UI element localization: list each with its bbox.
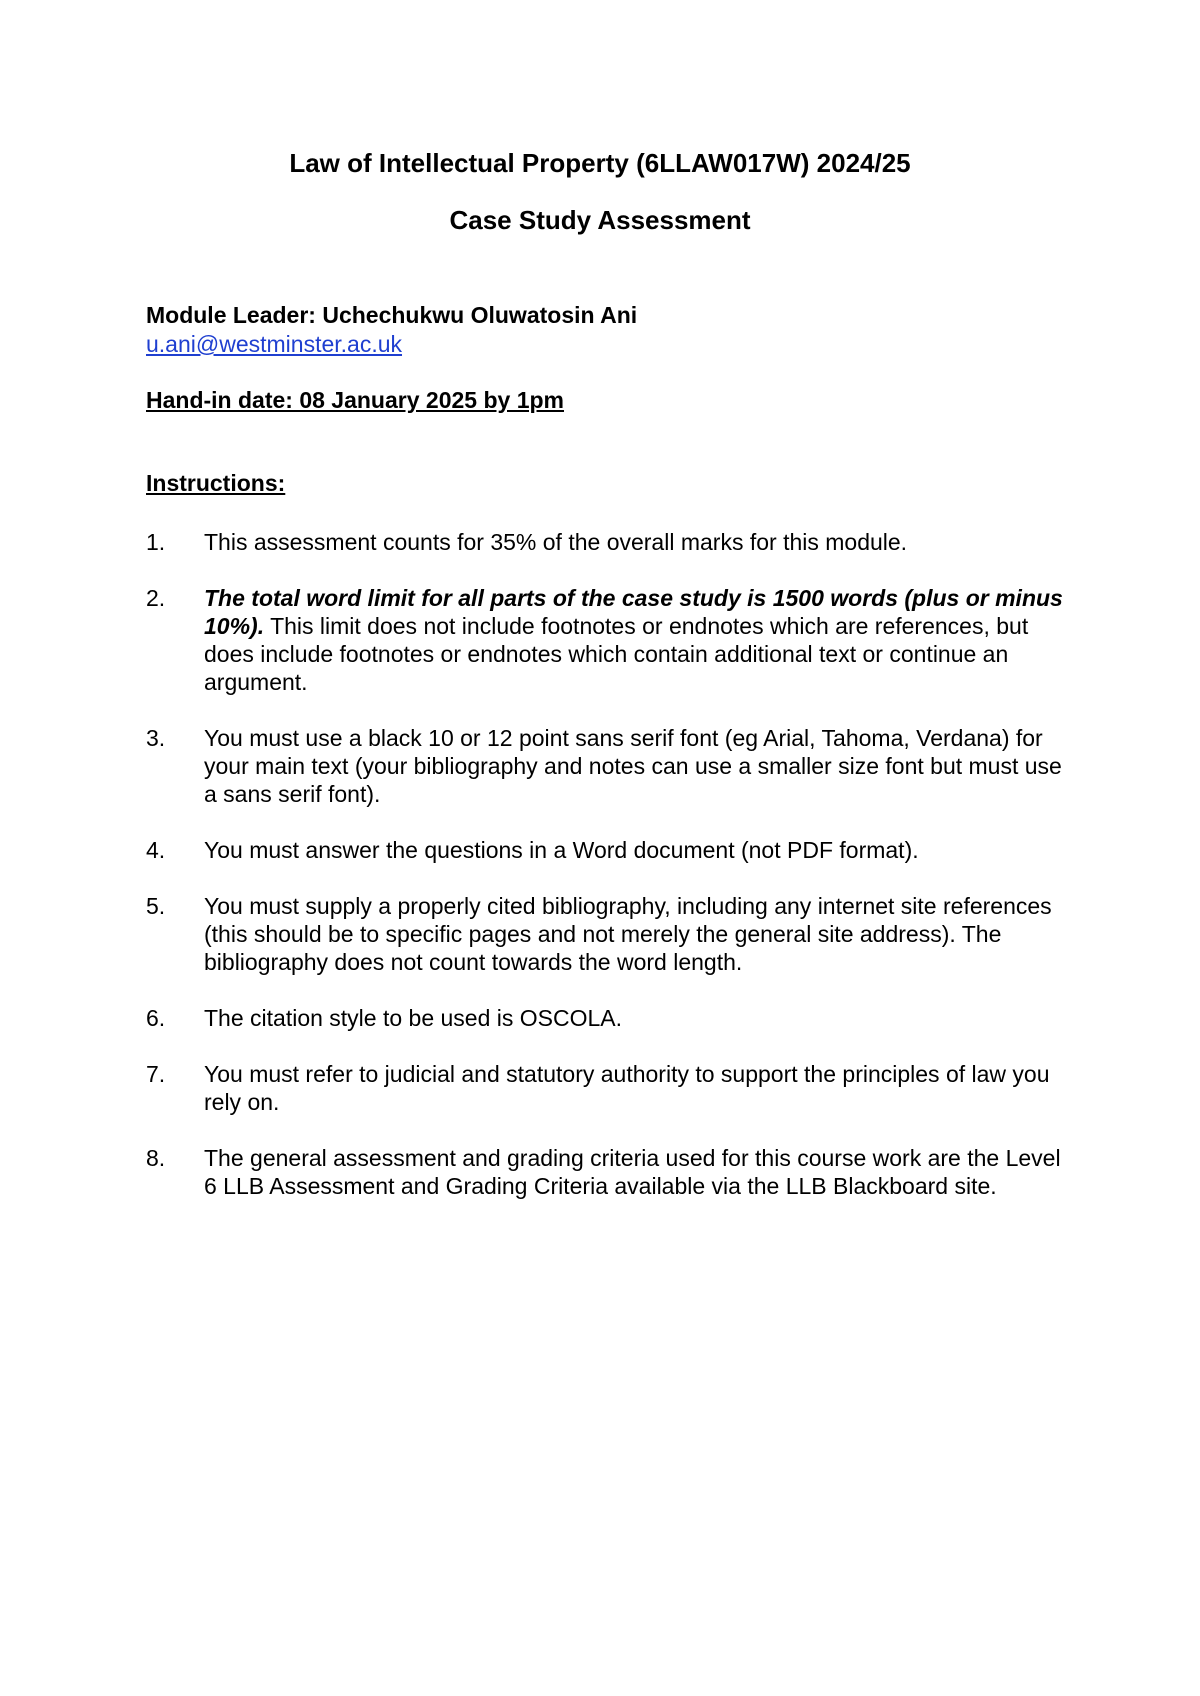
list-item: [146, 1060, 1066, 1116]
list-item: [146, 584, 1066, 696]
hand-in-date: Hand-in date: 08 January 2025 by 1pm: [146, 387, 564, 413]
list-item-text: [204, 584, 1066, 696]
list-item-number: 4.: [146, 837, 166, 863]
list-item-number: 8.: [146, 1145, 166, 1171]
list-item: [146, 528, 1066, 556]
list-item: [146, 892, 1066, 976]
list-item-text-rest: This limit does not include footnotes or endnotes which are references, but does include footnotes or endnotes which contain additional text or continue an argument.: [204, 613, 1029, 695]
list-item-number: 6.: [146, 1005, 166, 1031]
word-limit-emphasis: The total word limit for all parts of the case study is 1500 words (plus or minus 10%).: [204, 585, 1063, 639]
list-item-text: This assessment counts for 35% of the overall marks for this module.: [204, 529, 908, 555]
list-item-text: You must answer the questions in a Word document (not PDF format).: [204, 837, 919, 863]
list-item: [146, 1144, 1066, 1200]
list-item-text: The citation style to be used is OSCOLA.: [204, 1005, 623, 1031]
list-item-number: 3.: [146, 725, 166, 751]
list-item-text: You must supply a properly cited bibliography, including any internet site references (this should be to specific pages and not merely the general site address). The bibliography does not count towards the word length.: [204, 893, 1052, 975]
list-item-number: 7.: [146, 1061, 166, 1087]
document-title: Law of Intellectual Property (6LLAW017W) 2024/25: [289, 148, 911, 178]
module-leader-email-link[interactable]: u.ani@westminster.ac.uk: [146, 331, 403, 357]
list-item-number: 2.: [146, 585, 166, 611]
list-item-text: The general assessment and grading criteria used for this course work are the Level 6 LLB Assessment and Grading Criteria available via the LLB Blackboard site.: [204, 1145, 1061, 1199]
list-item: [146, 724, 1066, 808]
list-item-text: You must refer to judicial and statutory authority to support the principles of law you rely on.: [204, 1061, 1050, 1115]
instructions-heading: Instructions:: [146, 470, 286, 496]
list-item: [146, 1004, 1066, 1032]
module-leader: Module Leader: Uchechukwu Oluwatosin Ani: [146, 302, 638, 328]
list-item-number: 1.: [146, 529, 166, 555]
list-item-number: 5.: [146, 893, 166, 919]
document-subtitle: Case Study Assessment: [449, 205, 751, 235]
list-item-text: You must use a black 10 or 12 point sans serif font (eg Arial, Tahoma, Verdana) for your main text (your bibliography and notes can use a smaller size font but must use a sans serif font).: [204, 725, 1062, 807]
list-item: [146, 836, 1066, 864]
